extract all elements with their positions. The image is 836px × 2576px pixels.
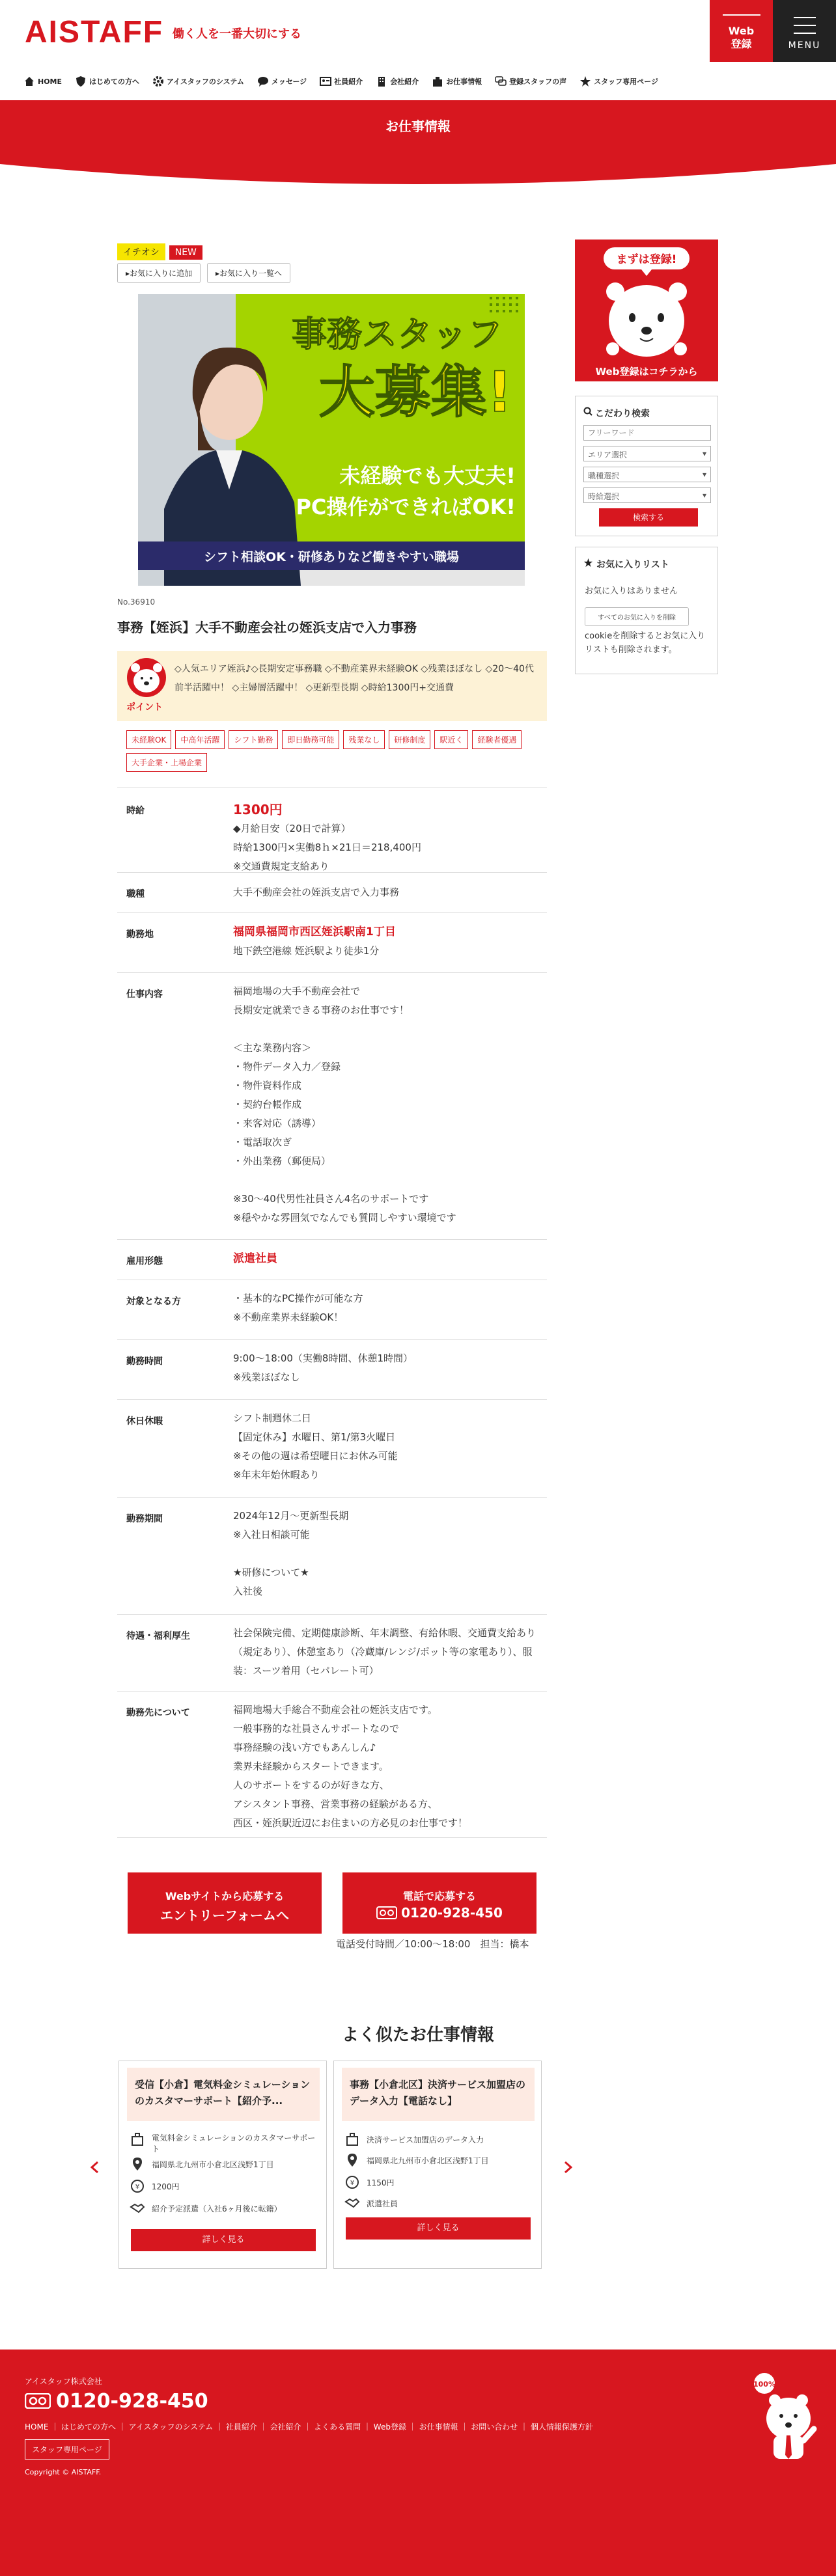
search-icon xyxy=(583,407,592,416)
footer-bear-mascot xyxy=(749,2364,820,2461)
register-banner[interactable] xyxy=(575,240,718,381)
card-type: 紹介予定派遣（入社6ヶ月後に転籍） xyxy=(152,2204,282,2213)
web-apply-label: エントリーフォームへ xyxy=(160,1908,289,1923)
hero-strip-text: シフト相談OK・研修ありなど働きやすい職場 xyxy=(204,550,459,564)
nav-label: メッセージ xyxy=(271,77,307,86)
recommend-badge: イチオシ xyxy=(117,243,165,260)
search-panel xyxy=(575,396,718,536)
row-value: 9:00〜18:00（実働8時間、休憩1時間） ※残業ほぼなし xyxy=(233,1352,413,1383)
row-value: 2024年12月〜更新型長期 ※入社日相談可能 ★研修について★ 入社後 xyxy=(233,1510,349,1597)
nav-item-jobs[interactable] xyxy=(432,75,482,87)
mascot-badge-text: 100% xyxy=(753,2380,775,2389)
footer-tel[interactable] xyxy=(25,2390,208,2413)
web-apply-button[interactable] xyxy=(128,1872,322,1934)
chevron-down-icon: ▾ xyxy=(702,491,706,500)
page-title: お仕事情報 xyxy=(385,118,451,134)
delete-favorites-button[interactable]: すべてのお気に入りを削除 xyxy=(585,607,689,626)
nav-label: 登録スタッフの声 xyxy=(509,77,567,86)
row-value: 大手不動産会社の姪浜支店で入力事務 xyxy=(233,886,400,898)
svg-text:¥: ¥ xyxy=(135,2184,140,2191)
nav-label: アイスタッフのシステム xyxy=(167,77,244,86)
register-bubble-text: まずは登録! xyxy=(616,253,677,266)
map-pin-icon xyxy=(130,2156,145,2172)
map-pin-icon xyxy=(344,2152,360,2168)
site-footer xyxy=(0,2350,836,2576)
job-type-select[interactable] xyxy=(583,467,711,482)
hamburger-icon xyxy=(794,17,816,18)
coin-icon xyxy=(130,2178,145,2194)
job-number: No.36910 xyxy=(117,597,156,607)
office-icon xyxy=(130,2131,145,2147)
favorite-actions xyxy=(117,263,297,283)
site-tagline: 働く人を一番大切にする xyxy=(173,27,301,41)
tel-apply-small-label: 電話で応募する xyxy=(402,1890,476,1902)
handshake-icon xyxy=(344,2195,360,2211)
card-title[interactable]: 受信【小倉】電気料金シミュレーションのカスタマーサポート【紹介予... xyxy=(127,2068,320,2121)
table-row-target xyxy=(117,1280,547,1339)
card-title[interactable]: 事務【小倉北区】決済サービス加盟店のデータ入力【電話なし】 xyxy=(342,2068,535,2121)
register-bear-illustration xyxy=(575,240,718,363)
add-favorite-button[interactable]: ▸お気に入りに追加 xyxy=(117,263,201,283)
feature-tag: 駅近く xyxy=(434,730,468,749)
chevron-right-icon[interactable] xyxy=(561,2161,574,2174)
favorites-panel xyxy=(575,547,718,674)
chevron-left-icon[interactable] xyxy=(89,2161,102,2174)
card-job: 電気料金シミュレーションのカスタマーサポート xyxy=(152,2133,316,2154)
menu-button[interactable] xyxy=(773,0,836,62)
tel-apply-number: 0120-928-450 xyxy=(401,1905,503,1921)
search-button[interactable]: 検索する xyxy=(599,508,698,527)
speech-icon xyxy=(495,75,507,87)
nav-label: 社員紹介 xyxy=(334,77,363,86)
gear-icon xyxy=(152,75,164,87)
bear-mascot-icon xyxy=(126,657,167,698)
row-value: 社会保険完備、定期健康診断、年末調整、有給休暇、交通費支給あり（規定あり）、休憩室あり（冷蔵庫/レンジ/ポット等の家電あり）、服装：スーツ着用（セパレート可） xyxy=(233,1627,536,1677)
feature-tag: 大手企業・上場企業 xyxy=(126,753,207,772)
area-select[interactable] xyxy=(583,446,711,461)
svg-text:¥: ¥ xyxy=(350,2180,355,2187)
nav-label: スタッフ専用ページ xyxy=(594,77,658,86)
row-label: 職種 xyxy=(126,889,145,899)
star-icon xyxy=(579,75,591,87)
shield-icon xyxy=(75,75,87,87)
page-banner xyxy=(0,100,836,188)
area-select-value: エリア選択 xyxy=(588,450,628,459)
hamburger-icon-bar xyxy=(794,33,816,34)
free-dial-icon xyxy=(376,1906,397,1919)
job-type-select-value: 職種選択 xyxy=(588,471,620,480)
hamburger-icon-bar xyxy=(794,25,816,26)
favorites-title: お気に入りリスト xyxy=(596,560,669,570)
person-card-icon xyxy=(320,75,331,87)
nav-item-home[interactable] xyxy=(23,75,62,87)
office-icon xyxy=(432,75,443,87)
employment-type-value: 派遣社員 xyxy=(233,1252,277,1265)
wage-select[interactable] xyxy=(583,487,711,503)
coin-icon xyxy=(344,2174,360,2190)
nav-label: 会社紹介 xyxy=(390,77,419,86)
feature-tag: 残業なし xyxy=(343,730,385,749)
new-badge: NEW xyxy=(169,245,202,260)
search-title: こだわり検索 xyxy=(595,409,650,419)
table-row-job-type xyxy=(117,872,547,912)
table-row-benefits xyxy=(117,1614,547,1691)
copyright: Copyright © AISTAFF. xyxy=(25,2468,102,2476)
table-row-workplace xyxy=(117,1691,547,1838)
card-wage: 1150円 xyxy=(367,2178,395,2187)
card-detail-button[interactable]: 詳しく見る xyxy=(346,2217,531,2240)
location-value: 福岡県福岡市西区姪浜駅南1丁目 xyxy=(233,925,396,939)
table-row-work-content xyxy=(117,972,547,1239)
table-row-employment-type xyxy=(117,1239,547,1280)
nav-item-staff-page[interactable] xyxy=(579,75,658,87)
freeword-input[interactable] xyxy=(583,425,711,441)
card-wage: 1200円 xyxy=(152,2182,180,2191)
row-label: 雇用形態 xyxy=(126,1256,163,1267)
job-point-box xyxy=(117,651,547,721)
nav-item-system[interactable] xyxy=(152,75,244,87)
row-value: 福岡地場大手総合不動産会社の姪浜支店です。 一般事務的な社員さんサポートなので 事務経験の浅い方でもあんしん♪ 業界未経験からスタートできます。 人のサポートをするのが好きな方、 アシスタント事務、営業事務の経験がある方、 西区・姪浜駅近辺にお住まいの方必見のお仕事です！ xyxy=(233,1704,468,1829)
similar-jobs-title: よく似たお仕事情報 xyxy=(341,2025,494,2045)
job-hero-image xyxy=(138,294,525,586)
card-job: 決済サービス加盟店のデータ入力 xyxy=(367,2135,484,2144)
hero-line4: PC操作ができればOK! xyxy=(296,495,516,519)
row-label: 仕事内容 xyxy=(126,989,163,1000)
row-value: 福岡地場の大手不動産会社で 長期安定就業できる事務のお仕事です！ ＜主な業務内容＞ ・物件データ入力／登録 ・物件資料作成 ・契約台帳作成 ・来客対応（誘導） ・電話取次ぎ ・外出業務（郵便局） ※30〜40代男性社員さん4名のサポートです ※穏やかな雰囲気でなんでも質問しやすい環境です xyxy=(233,985,456,1224)
feature-tag: 経験者優遇 xyxy=(472,730,522,749)
home-icon xyxy=(23,75,35,87)
job-point-label: ポイント xyxy=(126,702,163,713)
feature-tag: 未経験OK xyxy=(126,730,171,749)
site-header xyxy=(0,0,836,62)
job-title: 事務【姪浜】大手不動産会社の姪浜支店で入力事務 xyxy=(117,620,417,635)
chat-icon xyxy=(257,75,269,87)
favorite-list-button[interactable]: ▸お気に入り一覧へ xyxy=(207,263,290,283)
menu-label: MENU xyxy=(788,40,821,51)
star-icon xyxy=(583,558,593,568)
building-icon xyxy=(376,75,387,87)
free-dial-icon xyxy=(25,2393,51,2409)
similar-job-card[interactable] xyxy=(333,2061,542,2269)
phone-hours: 電話受付時間／10:00〜18:00 担当：橋本 xyxy=(336,1938,529,1950)
register-caption: Web登録はコチラから xyxy=(595,366,698,377)
card-type: 派遣社員 xyxy=(367,2199,398,2208)
table-row-holidays xyxy=(117,1399,547,1497)
office-icon xyxy=(344,2131,360,2147)
footer-company: アイスタッフ株式会社 xyxy=(25,2377,102,2386)
nav-item-voices[interactable] xyxy=(495,75,566,87)
nav-label: はじめての方へ xyxy=(89,77,140,86)
feature-tag: 中高年活躍 xyxy=(175,730,225,749)
row-value: 地下鉄空港線 姪浜駅より徒歩1分 xyxy=(233,945,380,957)
feature-tag: シフト勤務 xyxy=(229,730,278,749)
nav-item-company[interactable] xyxy=(376,75,419,87)
row-value: シフト制週休二日 【固定休み】水曜日、第1/第3火曜日 ※その他の週は希望曜日にお休み可能 ※年末年始休暇あり xyxy=(233,1412,398,1481)
hero-line1: 事務スタッフ xyxy=(292,314,503,355)
card-place: 福岡県北九州市小倉北区浅野1丁目 xyxy=(367,2156,489,2165)
row-value: ◆月給目安（20日で計算） 時給1300円×実働8ｈ×21日＝218,400円 ※交通費規定支給あり xyxy=(233,823,421,872)
nav-item-first-time[interactable] xyxy=(75,75,139,87)
card-place: 福岡県北九州市小倉北区浅野1丁目 xyxy=(152,2160,274,2169)
feature-tags xyxy=(126,730,543,772)
web-register-button[interactable] xyxy=(710,0,773,62)
similar-job-card[interactable] xyxy=(118,2061,327,2269)
favorites-empty-text: お気に入りはありません xyxy=(585,586,678,596)
card-detail-button[interactable]: 詳しく見る xyxy=(131,2229,316,2251)
job-detail-table xyxy=(117,788,547,1838)
table-row-wage xyxy=(117,788,547,872)
web-apply-small-label: Webサイトから応募する xyxy=(165,1890,285,1902)
row-label: 勤務期間 xyxy=(126,1514,163,1524)
chevron-down-icon: ▾ xyxy=(702,470,706,479)
tel-apply-button[interactable] xyxy=(342,1872,536,1934)
hero-line3: 未経験でも大丈夫! xyxy=(339,463,516,488)
job-tags xyxy=(117,243,206,260)
table-row-hours xyxy=(117,1339,547,1399)
footer-links[interactable]: HOME ｜ はじめての方へ ｜ アイスタッフのシステム ｜ 社員紹介 ｜ 会社紹介 ｜ よくある質問 ｜ Web登録 ｜ お仕事情報 ｜ お問い合わせ ｜ 個人情報保護方針 xyxy=(25,2422,593,2432)
nav-label: お仕事情報 xyxy=(446,77,482,86)
arrow-icon xyxy=(723,14,760,16)
job-point-text: ◇人気エリア姪浜♪◇長期安定事務職 ◇不動産業界未経験OK ◇残業ほぼなし ◇20〜40代前半活躍中！ ◇主婦層活躍中！ ◇更新型長期 ◇時給1300円+交通費 xyxy=(174,664,534,693)
site-logo[interactable]: AISTAFF xyxy=(25,15,164,49)
handshake-icon xyxy=(130,2200,145,2216)
nav-label: HOME xyxy=(38,77,63,86)
tel-apply-number-wrap xyxy=(342,1905,536,1921)
row-label: 勤務先について xyxy=(126,1708,190,1718)
row-value: ・基本的なPC操作が可能な方 ※不動産業界未経験OK！ xyxy=(233,1293,363,1323)
staff-page-button[interactable]: スタッフ専用ページ xyxy=(25,2439,109,2460)
web-register-label: Web 登録 xyxy=(728,25,755,50)
favorites-note: cookieを削除するとお気に入りリストも削除されます。 xyxy=(585,631,706,655)
nav-item-staff-intro[interactable] xyxy=(320,75,363,87)
row-label: 勤務地 xyxy=(126,929,154,940)
wage-value: 1300円 xyxy=(233,802,283,817)
table-row-location xyxy=(117,912,547,972)
row-label: 対象となる方 xyxy=(126,1296,181,1307)
row-label: 勤務時間 xyxy=(126,1356,163,1367)
row-label: 待遇・福利厚生 xyxy=(126,1631,190,1641)
hero-line2: 大募集! xyxy=(318,360,512,425)
footer-tel-number: 0120-928-450 xyxy=(56,2390,208,2413)
table-row-period xyxy=(117,1497,547,1614)
row-label: 時給 xyxy=(126,806,145,816)
chevron-down-icon: ▾ xyxy=(702,449,706,458)
global-nav xyxy=(0,65,836,98)
wage-select-value: 時給選択 xyxy=(588,492,620,501)
feature-tag: 即日勤務可能 xyxy=(282,730,339,749)
feature-tag: 研修制度 xyxy=(389,730,430,749)
nav-item-message[interactable] xyxy=(257,75,307,87)
row-label: 休日休暇 xyxy=(126,1416,163,1427)
hero-illustration xyxy=(138,294,525,586)
